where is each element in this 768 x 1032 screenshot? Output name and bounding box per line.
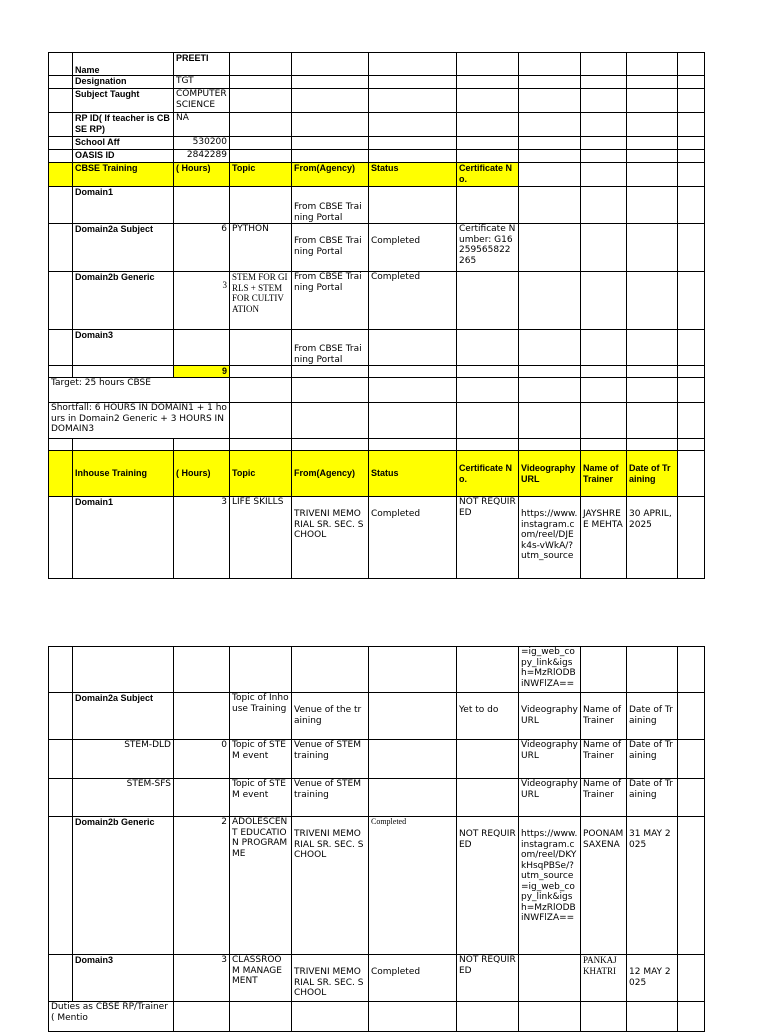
stem-dld-label: STEM-DLD <box>73 740 174 779</box>
oasis-id-label: OASIS ID <box>73 150 174 163</box>
stem-sfs-topic: Topic of STEM event <box>230 779 292 817</box>
training-date-header: Date of Training <box>627 451 678 497</box>
domain2a-agency: From CBSE Training Portal <box>292 224 369 272</box>
total-hours: 9 <box>174 366 230 378</box>
domain2a-label: Domain2a Subject <box>73 224 174 272</box>
url-continuation: =ig_web_copy_link&igsh=MzRlODBiNWFlZA== <box>519 647 581 693</box>
inhouse-domain2a-date: Date of Training <box>627 693 678 740</box>
inhouse-training-table <box>48 646 705 1032</box>
inhouse-domain3-hours: 3 <box>174 955 230 1002</box>
status-header: Status <box>369 163 457 187</box>
inhouse-training-header: Inhouse Training <box>73 451 174 497</box>
inhouse-domain1-topic: LIFE SKILLS <box>230 497 292 579</box>
school-aff-label: School Aff <box>73 137 174 150</box>
hours-header: ( Hours) <box>174 163 230 187</box>
inhouse-domain3-date: 12 MAY 2025 <box>627 955 678 1002</box>
inhouse-domain1-label: Domain1 <box>73 497 174 579</box>
stem-sfs-trainer: Name of Trainer <box>581 779 627 817</box>
name-value: PREETI <box>174 53 230 76</box>
designation-value: TGT <box>174 76 230 89</box>
stem-sfs-venue: Venue of STEM training <box>292 779 369 817</box>
inhouse-domain2a-certificate: Yet to do <box>457 693 519 740</box>
name-label: Name <box>73 53 174 76</box>
domain2a-hours: 6 <box>174 224 230 272</box>
inhouse-domain1-trainer: JAYSHREE MEHTA <box>581 497 627 579</box>
subject-label: Subject Taught <box>73 89 174 113</box>
inhouse-domain3-certificate: NOT REQUIRED <box>457 955 519 1002</box>
trainer-name-header: Name of Trainer <box>581 451 627 497</box>
rp-id-label: RP ID( If teacher is CBSE RP) <box>73 113 174 137</box>
inhouse-domain3-status: Completed <box>369 955 457 1002</box>
duties-label: Duties as CBSE RP/Trainer( Mentio <box>49 1002 174 1032</box>
cbse-training-header: CBSE Training <box>73 163 174 187</box>
stem-dld-url: Videography URL <box>519 740 581 779</box>
inhouse-domain2b-certificate: NOT REQUIRED <box>457 817 519 955</box>
domain2b-topic: STEM FOR GIRLS + STEM FOR CULTIVATION <box>230 272 292 330</box>
domain3-agency: From CBSE Training Portal <box>292 330 369 366</box>
cell <box>49 53 73 76</box>
agency-header: From(Agency) <box>292 163 369 187</box>
inhouse-domain1-certificate: NOT REQUIRED <box>457 497 519 579</box>
stem-dld-topic: Topic of STEM event <box>230 740 292 779</box>
inhouse-domain2a-topic: Topic of Inhouse Training <box>230 693 292 740</box>
videography-url-header: Videography URL <box>519 451 581 497</box>
subject-value: COMPUTER SCIENCE <box>174 89 230 113</box>
inhouse-domain1-url: https://www.instagram.com/reel/DJEk4s-vWkA/?utm_source <box>519 497 581 579</box>
inhouse-domain2a-label: Domain2a Subject <box>73 693 174 740</box>
inhouse-certificate-header: Certificate No. <box>457 451 519 497</box>
inhouse-domain2a-venue: Venue of the training <box>292 693 369 740</box>
target-text: Target: 25 hours CBSE <box>49 378 230 403</box>
domain2b-hours: 3 <box>174 272 230 330</box>
inhouse-domain2b-date: 31 MAY 2025 <box>627 817 678 955</box>
inhouse-domain2b-topic: ADOLESCENT EDUCATION PROGRAMME <box>230 817 292 955</box>
domain2a-topic: PYTHON <box>230 224 292 272</box>
inhouse-domain3-topic: CLASSROOM MANAGEMENT <box>230 955 292 1002</box>
rp-id-value: NA <box>174 113 230 137</box>
stem-dld-hours: 0 <box>174 740 230 779</box>
inhouse-topic-header: Topic <box>230 451 292 497</box>
inhouse-agency-header: From(Agency) <box>292 451 369 497</box>
domain1-agency: From CBSE Training Portal <box>292 187 369 224</box>
topic-header: Topic <box>230 163 292 187</box>
school-aff-value: 530200 <box>174 137 230 150</box>
stem-sfs-date: Date of Training <box>627 779 678 817</box>
domain1-label: Domain1 <box>73 187 174 224</box>
shortfall-text: Shortfall: 6 HOURS IN DOMAIN1 + 1 hours in Domain2 Generic + 3 HOURS IN DOMAIN3 <box>49 403 230 439</box>
inhouse-hours-header: ( Hours) <box>174 451 230 497</box>
inhouse-domain1-date: 30 APRIL,2025 <box>627 497 678 579</box>
inhouse-status-header: Status <box>369 451 457 497</box>
inhouse-domain2b-venue: TRIVENI MEMORIAL SR. SEC. SCHOOL <box>292 817 369 955</box>
inhouse-domain2b-status: Completed <box>369 817 457 955</box>
domain2b-agency: From CBSE Training Portal <box>292 272 369 330</box>
certificate-header: Certificate No. <box>457 163 519 187</box>
domain2a-certificate: Certificate Number: G16259565822265 <box>457 224 519 272</box>
stem-sfs-label: STEM-SFS <box>73 779 174 817</box>
domain2a-status: Completed <box>369 224 457 272</box>
designation-label: Designation <box>73 76 174 89</box>
inhouse-domain2b-url: https://www.instagram.com/reel/DKYkHsqPBSe/?utm_source=ig_web_copy_link&igsh=MzRlODBiNWFlZA== <box>519 817 581 955</box>
inhouse-domain2b-trainer: POONAM SAXENA <box>581 817 627 955</box>
inhouse-domain2b-label: Domain2b Generic <box>73 817 174 955</box>
inhouse-domain2a-url: Videography URL <box>519 693 581 740</box>
stem-dld-date: Date of Training <box>627 740 678 779</box>
inhouse-domain1-status: Completed <box>369 497 457 579</box>
stem-dld-venue: Venue of STEM training <box>292 740 369 779</box>
inhouse-domain2b-hours: 2 <box>174 817 230 955</box>
inhouse-domain3-label: Domain3 <box>73 955 174 1002</box>
inhouse-domain1-agency: TRIVENI MEMORIAL SR. SEC. SCHOOL <box>292 497 369 579</box>
inhouse-domain1-hours: 3 <box>174 497 230 579</box>
inhouse-domain3-trainer: PANKAJ KHATRI <box>581 955 627 1002</box>
stem-dld-trainer: Name of Trainer <box>581 740 627 779</box>
domain2b-status: Completed <box>369 272 457 330</box>
oasis-id-value: 2842289 <box>174 150 230 163</box>
stem-sfs-url: Videography URL <box>519 779 581 817</box>
domain3-label: Domain3 <box>73 330 174 366</box>
cbse-training-table <box>48 52 705 579</box>
domain2b-label: Domain2b Generic <box>73 272 174 330</box>
inhouse-domain3-venue: TRIVENI MEMORIAL SR. SEC. SCHOOL <box>292 955 369 1002</box>
inhouse-domain2a-trainer: Name of Trainer <box>581 693 627 740</box>
